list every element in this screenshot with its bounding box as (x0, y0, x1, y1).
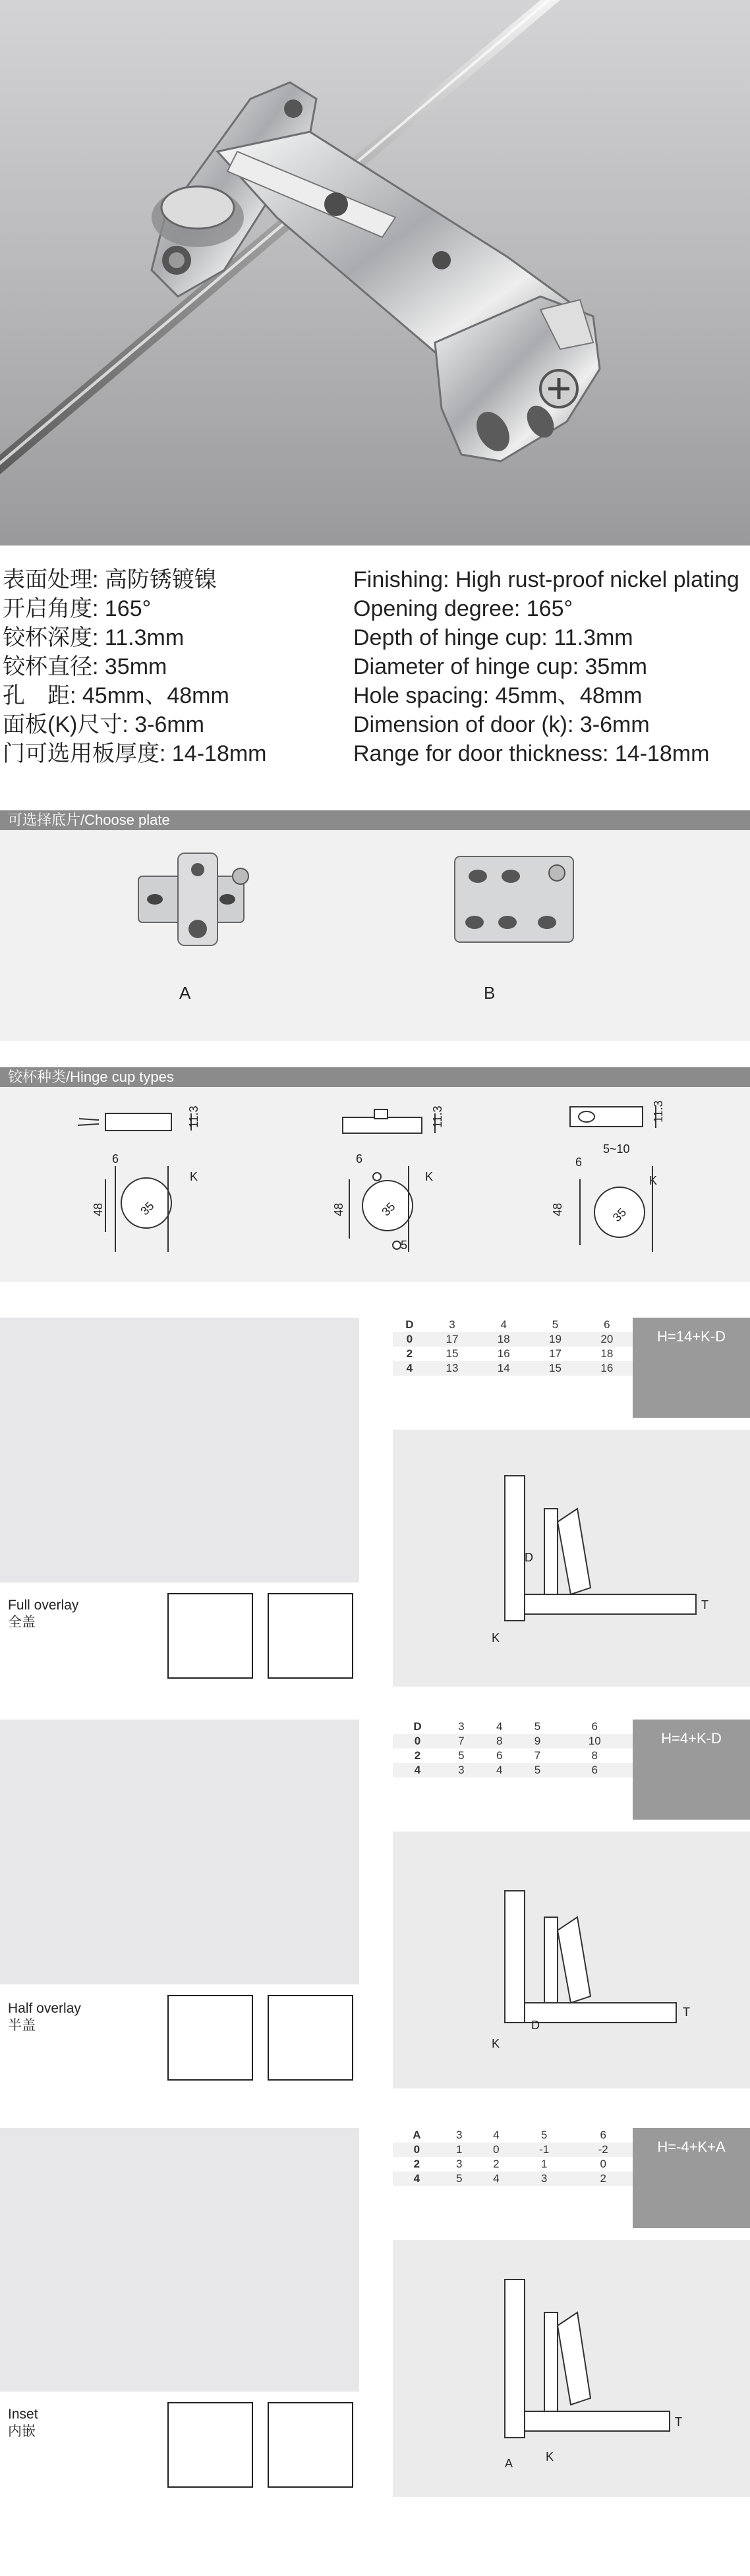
svg-text:D: D (525, 1551, 533, 1564)
half-overlay-info (0, 1984, 359, 2095)
plate-panel (0, 830, 750, 1041)
spec-en-depth: Depth of hinge cup: 11.3mm (353, 625, 633, 650)
dim-depth-1: 11.3 (187, 1106, 200, 1128)
spec-cn-opening: 开启角度: 165° (3, 596, 152, 621)
dim-range: 5~10 (603, 1142, 630, 1156)
dim-offset-1: 6 (112, 1152, 119, 1165)
svg-text:T: T (675, 2415, 682, 2428)
cup-drawing-3 (570, 1106, 656, 1252)
inset-icon-open (167, 2402, 253, 2488)
inset-table: A 3 4 5 6 0 1 0 -1 -2 2 3 2 1 0 4 5 4 3 2 (393, 2128, 633, 2186)
spec-cn-spacing: 孔 距: 45mm、48mm (3, 683, 229, 708)
spec-cn-door: 面板(K)尺寸: 3-6mm (3, 712, 204, 737)
spec-cn-diameter: 铰杯直径: 35mm (3, 654, 167, 679)
half-overlay-diagram (393, 1832, 750, 2088)
dim-small: 5 (401, 1239, 408, 1252)
full-overlay-diagram (393, 1430, 750, 1687)
specs-english (353, 565, 739, 768)
spec-cn-finishing: 表面处理: 高防锈镀镍 (3, 567, 217, 592)
plate-b-label: B (484, 983, 496, 1003)
full-overlay-icon-open (167, 1593, 253, 1679)
spec-en-finishing: Finishing: High rust-proof nickel plating (353, 567, 739, 592)
dim-spacing-2: 48 (332, 1202, 345, 1216)
dim-depth-2: 11.3 (431, 1106, 444, 1128)
dim-k-1: K (190, 1170, 198, 1183)
svg-text:D: D (531, 2019, 540, 2032)
spec-en-opening: Opening degree: 165° (353, 596, 573, 621)
half-overlay-name-en: Half overlay (8, 2001, 81, 2016)
half-overlay-icon-closed (268, 1995, 353, 2081)
spec-en-thickness: Range for door thickness: 14-18mm (353, 741, 710, 766)
hinge-illustration (0, 0, 750, 546)
dim-dia-2: 35 (379, 1200, 398, 1219)
dim-spacing-1: 48 (92, 1202, 105, 1216)
dim-depth-3: 11.3 (652, 1100, 665, 1123)
full-overlay-photo (0, 1318, 359, 1582)
full-overlay-info (0, 1582, 359, 1693)
svg-text:K: K (492, 2037, 500, 2050)
inset-info (0, 2392, 359, 2504)
full-overlay-name-cn: 全盖 (8, 1615, 36, 1630)
cup-types-header: 铰杯种类/Hinge cup types (0, 1067, 750, 1087)
inset-name-en: Inset (8, 2407, 38, 2422)
inset-diagram (393, 2240, 750, 2497)
full-overlay-name-en: Full overlay (8, 1598, 79, 1613)
svg-text:K: K (546, 2450, 554, 2463)
dim-spacing-3: 48 (551, 1202, 564, 1216)
half-overlay-name-cn: 半盖 (8, 2018, 36, 2033)
dim-k-2: K (425, 1170, 434, 1183)
full-overlay-formula: H=14+K-D (633, 1318, 750, 1418)
dim-k-3: K (649, 1174, 658, 1187)
spec-cn-depth: 铰杯深度: 11.3mm (3, 625, 185, 650)
dim-offset-3: 6 (575, 1156, 583, 1169)
spec-cn-thickness: 门可选用板厚度: 14-18mm (3, 741, 267, 766)
plate-a-image (119, 850, 277, 955)
svg-text:K: K (492, 1631, 500, 1644)
plate-a-label: A (179, 983, 191, 1003)
half-overlay-table: D 3 4 5 6 0 7 8 9 10 2 5 6 7 8 4 3 4 5 6 (393, 1720, 633, 1778)
svg-text:T: T (701, 1598, 708, 1611)
inset-photo (0, 2128, 359, 2392)
svg-text:T: T (683, 2005, 690, 2019)
spec-en-spacing: Hole spacing: 45mm、48mm (353, 683, 643, 708)
specifications-panel (0, 546, 750, 802)
inset-formula: H=-4+K+A (633, 2128, 750, 2228)
choose-plate-header: 可选择底片/Choose plate (0, 810, 750, 830)
plate-b-image (435, 850, 593, 955)
spec-en-door: Dimension of door (k): 3-6mm (353, 712, 650, 737)
full-overlay-table: D 3 4 5 6 0 17 18 19 20 2 15 16 17 18 4 13 14 15 16 (393, 1318, 633, 1376)
svg-text:A: A (505, 2457, 513, 2470)
dim-dia-1: 35 (138, 1199, 157, 1218)
full-overlay-icon-closed (268, 1593, 353, 1679)
cup-drawing-1 (78, 1113, 191, 1252)
half-overlay-icon-open (167, 1995, 253, 2081)
hero-product-photo (0, 0, 750, 546)
spec-en-diameter: Diameter of hinge cup: 35mm (353, 654, 647, 679)
specs-chinese (3, 565, 267, 768)
half-overlay-formula: H=4+K-D (633, 1720, 750, 1820)
cup-drawing-2 (343, 1109, 435, 1252)
dim-offset-2: 6 (356, 1152, 363, 1165)
inset-icon-closed (268, 2402, 353, 2488)
cup-types-drawings (0, 1087, 750, 1282)
half-overlay-photo (0, 1720, 359, 1984)
inset-name-cn: 内嵌 (8, 2424, 36, 2439)
dim-dia-3: 35 (610, 1205, 629, 1225)
